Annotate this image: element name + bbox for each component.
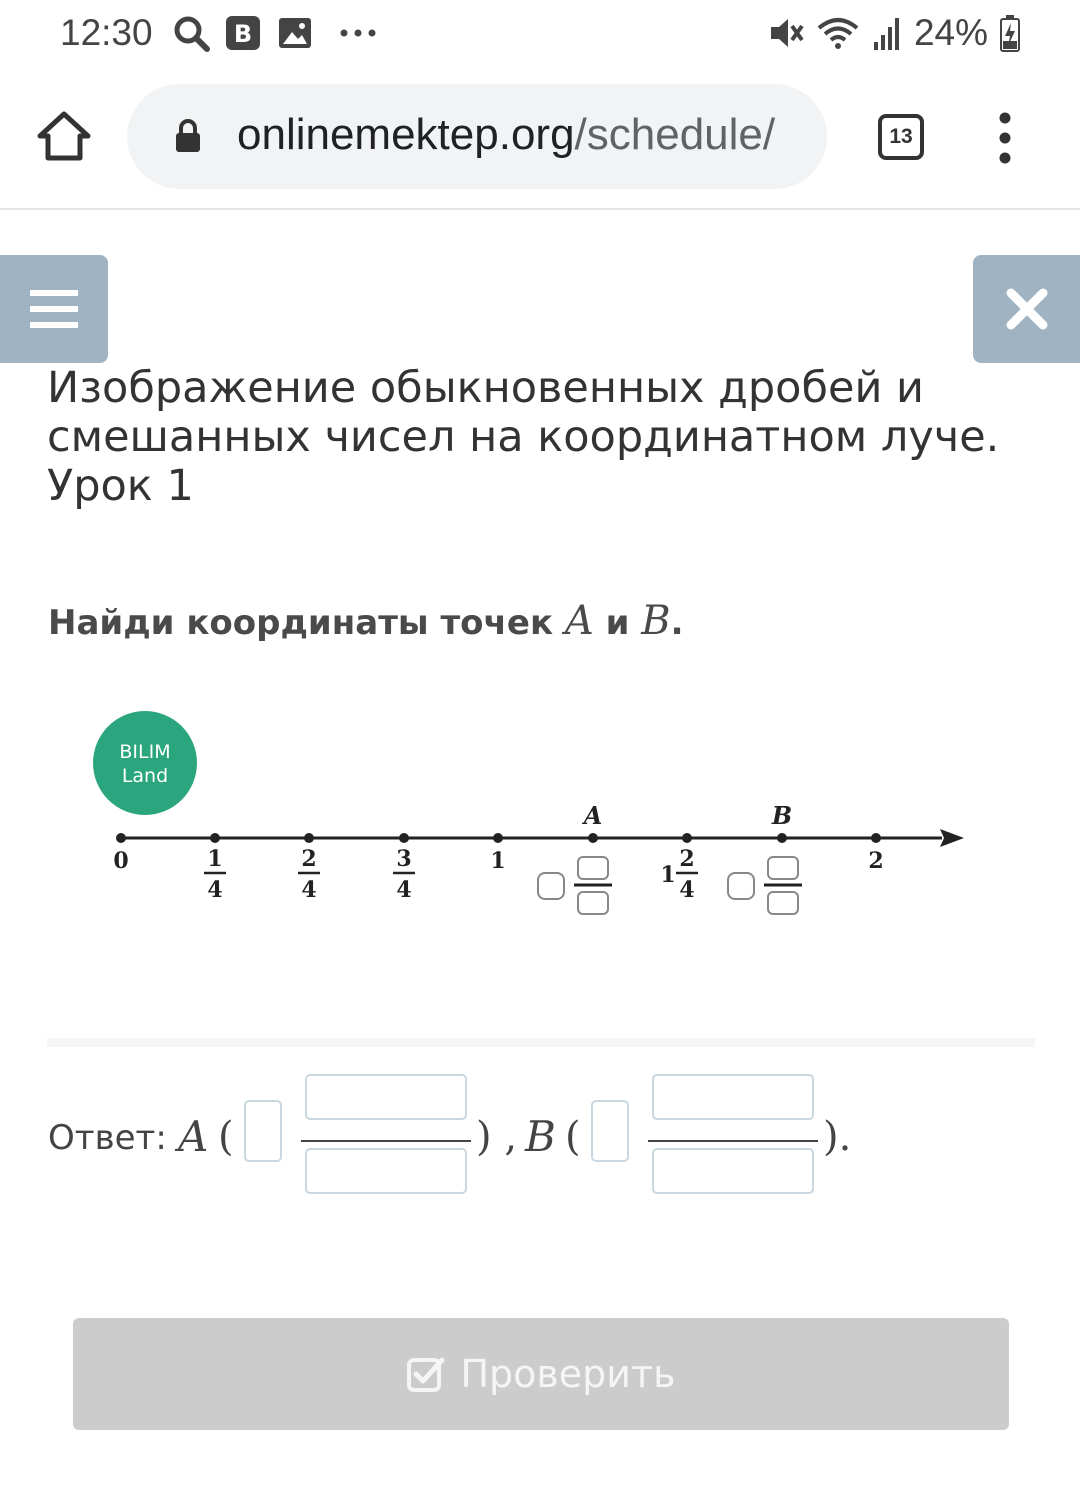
url-host: onlinemektep.org bbox=[237, 110, 575, 159]
point-a-label: A bbox=[583, 801, 603, 830]
lock-icon bbox=[173, 118, 203, 154]
answer-b-fraction-bar bbox=[648, 1140, 818, 1142]
vk-icon bbox=[224, 14, 262, 52]
tick-label-3-den: 4 bbox=[396, 877, 412, 903]
question-var-a: A bbox=[564, 598, 594, 644]
tick-label-6-whole: 1 bbox=[660, 862, 676, 888]
tick-label-0: 0 bbox=[113, 848, 129, 874]
answer-var-b: B bbox=[525, 1112, 556, 1161]
answer-open-paren-b: ( bbox=[565, 1114, 581, 1160]
tick-label-2-den: 4 bbox=[301, 877, 317, 903]
point-a-mark bbox=[588, 833, 598, 843]
tick-label-8: 2 bbox=[868, 848, 884, 874]
svg-text:Land: Land bbox=[121, 765, 169, 787]
browser-toolbar bbox=[0, 68, 1080, 210]
tab-count: 13 bbox=[889, 125, 913, 148]
point-b-mark bbox=[777, 833, 787, 843]
url-path: /schedule/ bbox=[574, 110, 776, 159]
section-divider bbox=[47, 1038, 1035, 1047]
answer-a-denominator-input[interactable] bbox=[305, 1148, 467, 1194]
check-button-label: Проверить bbox=[460, 1352, 676, 1396]
question-suffix: . bbox=[670, 603, 684, 643]
tick-4 bbox=[493, 833, 503, 843]
tick-label-1-den: 4 bbox=[207, 877, 223, 903]
answer-label: Ответ: bbox=[48, 1118, 167, 1158]
answer-open-paren-a: ( bbox=[218, 1114, 234, 1160]
mute-icon bbox=[768, 14, 804, 52]
tick-6 bbox=[682, 833, 692, 843]
answer-b-numerator-input[interactable] bbox=[652, 1074, 814, 1120]
checkbox-icon bbox=[406, 1355, 446, 1393]
tick-label-2-num: 2 bbox=[301, 846, 317, 872]
answer-b-whole-input[interactable] bbox=[591, 1100, 629, 1162]
answer-row bbox=[48, 1070, 1028, 1200]
point-b-label: B bbox=[771, 801, 793, 830]
answer-a-fraction-bar bbox=[301, 1140, 471, 1142]
status-time: 12:30 bbox=[60, 12, 153, 53]
menu-button[interactable] bbox=[0, 255, 108, 363]
status-bar bbox=[0, 0, 1080, 68]
lesson-title: Изображение обыкновенных дробей и смешанных чисел на координатном луче. Урок 1 bbox=[47, 363, 1000, 511]
wifi-icon bbox=[816, 14, 860, 52]
url-text bbox=[237, 110, 775, 160]
question-var-b: B bbox=[641, 598, 671, 644]
image-icon bbox=[276, 14, 314, 52]
check-button[interactable] bbox=[73, 1318, 1009, 1430]
bilimland-logo bbox=[93, 711, 197, 815]
signal-icon bbox=[872, 14, 902, 52]
answer-b-denominator-input[interactable] bbox=[652, 1148, 814, 1194]
search-icon bbox=[172, 14, 212, 54]
tick-3 bbox=[399, 833, 409, 843]
more-icon bbox=[338, 14, 378, 52]
overflow-menu-icon[interactable] bbox=[990, 112, 1020, 164]
tick-label-6-num: 2 bbox=[679, 846, 695, 872]
point-a-placeholder bbox=[538, 857, 612, 914]
tick-8 bbox=[871, 833, 881, 843]
battery-percent: 24% bbox=[913, 12, 988, 53]
answer-close-a: ) , bbox=[476, 1114, 518, 1160]
close-button[interactable] bbox=[973, 255, 1080, 363]
tick-2 bbox=[304, 833, 314, 843]
tick-0 bbox=[116, 833, 126, 843]
close-icon bbox=[1005, 287, 1049, 331]
question-conj: и bbox=[593, 603, 642, 643]
tick-label-6-den: 4 bbox=[679, 877, 695, 903]
axis-arrow bbox=[940, 829, 964, 847]
address-bar[interactable] bbox=[127, 84, 827, 189]
answer-a-whole-input[interactable] bbox=[244, 1100, 282, 1162]
answer-close-b: ). bbox=[823, 1114, 852, 1160]
tab-switcher-button[interactable] bbox=[878, 114, 924, 160]
tick-label-3-num: 3 bbox=[396, 846, 412, 872]
svg-text:BILIM: BILIM bbox=[119, 741, 171, 763]
answer-var-a: A bbox=[178, 1112, 209, 1161]
battery-icon bbox=[1000, 14, 1020, 52]
task-question bbox=[48, 598, 684, 644]
tick-label-4: 1 bbox=[490, 848, 506, 874]
point-b-placeholder bbox=[728, 857, 802, 914]
question-text: Найди координаты точек bbox=[48, 603, 565, 643]
tick-1 bbox=[210, 833, 220, 843]
svg-text:B: B bbox=[233, 20, 253, 48]
home-icon[interactable] bbox=[36, 108, 92, 164]
tick-label-1-num: 1 bbox=[207, 846, 223, 872]
number-line-figure bbox=[80, 700, 980, 940]
answer-a-numerator-input[interactable] bbox=[305, 1074, 467, 1120]
hamburger-icon bbox=[29, 287, 79, 331]
